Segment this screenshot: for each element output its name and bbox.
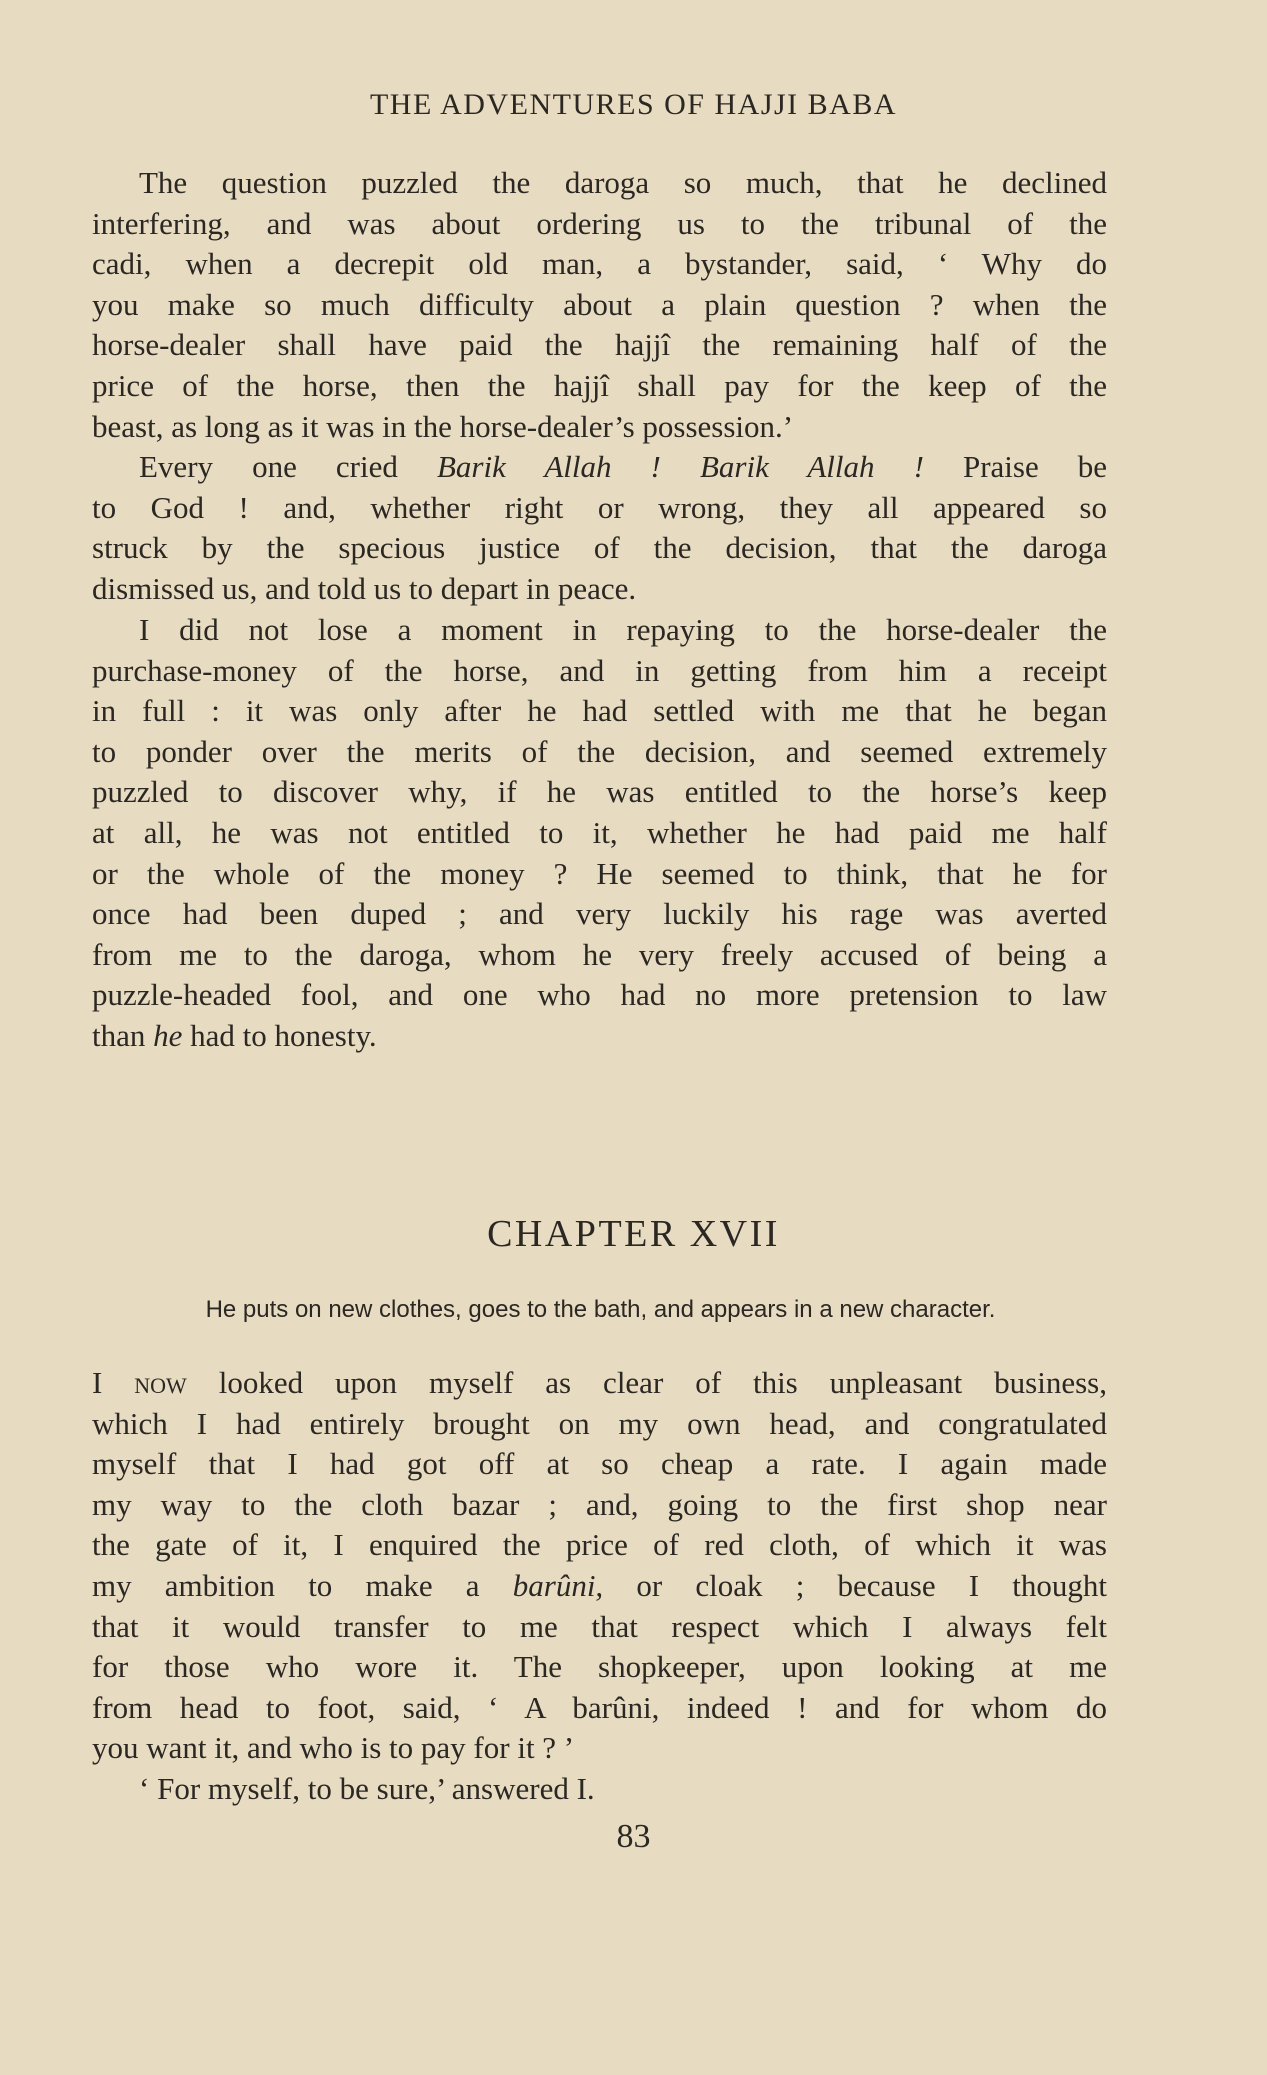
text-line (92, 1016, 1107, 1057)
text-line: puzzle-headed fool, and one who had no more pretension to law (92, 977, 1107, 1013)
text-line: horse-dealer shall have paid the hajjî the remaining half of the (92, 327, 1107, 363)
text-line: once had been duped ; and very luckily his rage was averted (92, 896, 1107, 932)
text-span: or cloak ; because I thought (636, 1567, 1108, 1603)
text-line: my way to the cloth bazar ; and, going to the first shop near (92, 1486, 1107, 1522)
text-line: in full : it was only after he had settled with me that he began (92, 693, 1107, 729)
text-span: my ambition to make a (92, 1567, 480, 1603)
text-line (92, 1566, 1107, 1607)
text-span: Every one cried (139, 449, 398, 484)
italic-word: barûni, (512, 1567, 604, 1603)
page-number: 83 (616, 1818, 651, 1855)
text-line: from me to the daroga, whom he very freely accused of being a (92, 936, 1107, 972)
text-line: or the whole of the money ? He seemed to think, that he for (92, 855, 1107, 891)
text-line: cadi, when a decrepit old man, a bystander, said, ‘ Why do (92, 246, 1107, 282)
text-line: which I had entirely brought on my own head, and congratulated (92, 1405, 1107, 1441)
chapter-title: CHAPTER XVII (487, 1213, 780, 1255)
text-line: ‘ For myself, to be sure,’ answered I. (139, 1770, 595, 1806)
text-line: I did not lose a moment in repaying to the horse-dealer the (139, 612, 1107, 647)
paragraph-repaying (92, 610, 1107, 1057)
text-line: to ponder over the merits of the decision, and seemed extremely (92, 733, 1107, 769)
text-line: price of the horse, then the hajjî shall pay for the keep of the (92, 367, 1107, 403)
text-line: from head to foot, said, ‘ A barûni, indeed ! and for whom do (92, 1689, 1107, 1725)
text-span: had to honesty. (190, 1017, 377, 1053)
paragraph-cloth-bazar (92, 1363, 1107, 1810)
italic-word: he (153, 1017, 183, 1053)
text-line: you want it, and who is to pay for it ? ’ (92, 1730, 575, 1766)
text-line: for those who wore it. The shopkeeper, upon looking at me (92, 1649, 1107, 1685)
text-line: beast, as long as it was in the horse-dealer’s possession.’ (92, 408, 794, 444)
paragraph-barik-allah (92, 447, 1107, 609)
text-line: interfering, and was about ordering us to the tribunal of the (92, 205, 1107, 241)
text-line: purchase-money of the horse, and in getting from him a receipt (92, 652, 1107, 688)
text-line: The question puzzled the daroga so much, that he declined (139, 165, 1107, 200)
text-line: puzzled to discover why, if he was entitled to the horse’s keep (92, 774, 1107, 810)
text-line: struck by the specious justice of the decision, that the daroga (92, 530, 1107, 566)
text-span: looked upon myself as clear of this unpleasant business, (218, 1365, 1108, 1400)
italic-phrase: Barik Allah ! (436, 449, 661, 484)
text-line: dismissed us, and told us to depart in peace. (92, 570, 637, 606)
text-line: to God ! and, whether right or wrong, they all appeared so (92, 489, 1107, 525)
chapter-summary: He puts on new clothes, goes to the bath, and appears in a new character. (205, 1296, 996, 1323)
text-span: I (92, 1365, 103, 1400)
italic-phrase: Barik Allah ! (699, 449, 924, 484)
text-span: Praise be (962, 449, 1108, 484)
paragraph-daroga-question (92, 163, 1107, 447)
text-line (92, 447, 1107, 488)
text-line: that it would transfer to me that respect which I always felt (92, 1608, 1107, 1644)
text-line: you make so much difficulty about a plain question ? when the (92, 286, 1107, 322)
text-span: than (92, 1017, 146, 1053)
text-line: myself that I had got off at so cheap a rate. I again made (92, 1446, 1107, 1482)
text-line (92, 1363, 1107, 1404)
text-line: the gate of it, I enquired the price of red cloth, of which it was (92, 1527, 1107, 1563)
running-head: THE ADVENTURES OF HAJJI BABA (369, 88, 898, 121)
small-caps-word: now (134, 1365, 187, 1400)
text-line: at all, he was not entitled to it, whether he had paid me half (92, 814, 1107, 850)
